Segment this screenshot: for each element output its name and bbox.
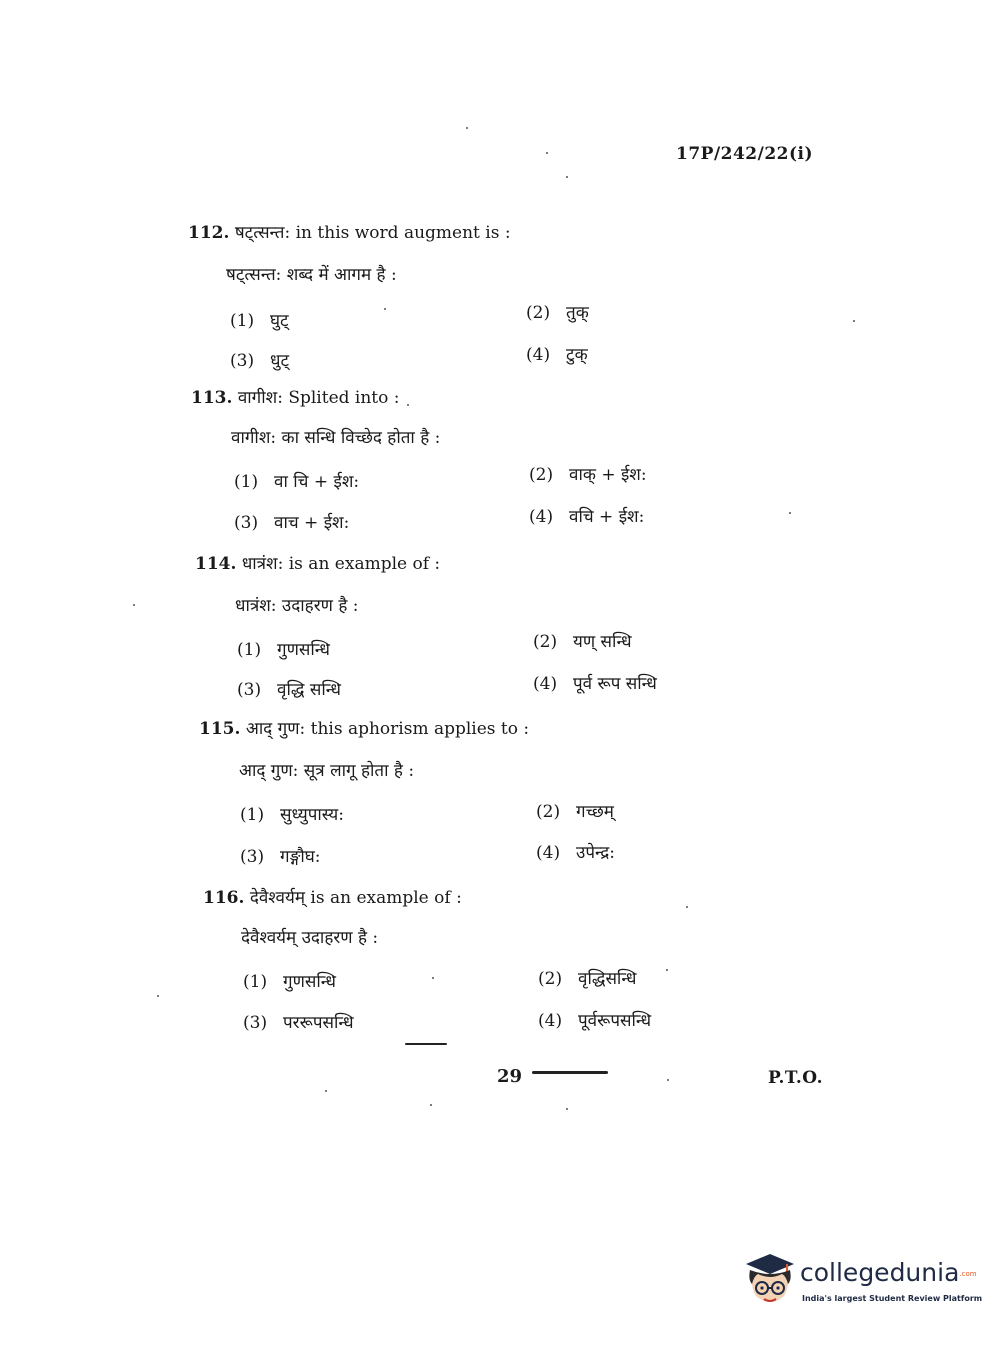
option-4: (4) पूर्वरूपसन्धि [538,1011,652,1031]
scan-speck [566,1108,568,1110]
question-number: 112. [188,223,230,243]
option-3: (3) वृद्धि सन्धि [237,680,341,700]
option-2: (2) यण् सन्धि [533,632,632,652]
scan-speck [566,176,568,178]
question-number: 114. [195,554,237,574]
scan-speck [157,995,159,997]
scan-speck [133,604,135,606]
scan-speck [325,1090,327,1092]
question-text-hindi: षट्त्सन्त: शब्द में आगम है : [226,265,397,285]
option-3: (3) वाच + ईश: [234,513,350,533]
question-text-english: धात्रंश: is an example of : [241,554,441,574]
question-text-english: षट्त्सन्त: in this word augment is : [234,223,511,243]
question-116 [203,885,903,1045]
scan-speck [667,1079,669,1081]
scan-speck [853,320,855,322]
option-2: (2) तुक् [526,303,589,323]
scan-speck [686,906,688,908]
option-2: (2) वृद्धिसन्धि [538,969,637,989]
question-number: 113. [191,388,233,408]
option-4: (4) उपेन्द्र: [536,843,615,863]
question-text-english: देवैश्वर्यम् is an example of : [249,888,462,908]
option-2: (2) वाक् + ईश: [529,465,647,485]
option-1: (1) गुणसन्धि [243,972,336,992]
question-text-english: वागीश: Splited into : [237,388,400,408]
question-text-hindi: वागीश: का सन्धि विच्छेद होता है : [231,428,441,448]
option-4: (4) वचि + ईश: [529,507,645,527]
option-3: (3) धुट् [230,351,290,371]
logo-wordmark: collegedunia [800,1258,960,1287]
option-1: (1) गुणसन्धि [237,640,330,660]
option-2: (2) गच्छम् [536,802,614,822]
question-number: 115. [199,719,241,739]
question-number: 116. [203,888,245,908]
scan-speck [546,152,548,154]
question-text-english: आद् गुण: this aphorism applies to : [245,719,530,739]
option-4: (4) टुक् [526,345,588,365]
scan-speck [789,512,791,514]
page-number: 29 [497,1066,523,1087]
question-113 [191,385,891,545]
question-114 [195,551,895,711]
option-3: (3) पररूपसन्धि [243,1013,354,1033]
paper-code: 17P/242/22(i) [676,144,814,164]
scan-speck [384,308,386,310]
scan-speck [666,969,668,971]
pto-label: P.T.O. [768,1068,823,1088]
option-4: (4) पूर्व रूप सन्धि [533,674,657,694]
question-text-hindi: देवैश्वर्यम् उदाहरण है : [241,928,379,948]
collegedunia-logo [742,1250,983,1312]
scan-speck [430,1104,432,1106]
scan-speck [407,404,409,406]
scan-speck [432,977,434,979]
question-text-hindi: धात्रंश: उदाहरण है : [235,596,359,616]
question-115 [199,716,899,876]
scan-mark [532,1071,608,1074]
option-3: (3) गङ्गौघ: [240,847,321,867]
question-112 [188,220,888,380]
scan-speck [466,127,468,129]
mascot-icon [742,1250,798,1312]
question-text-hindi: आद् गुण: सूत्र लागू होता है : [239,761,415,781]
logo-tagline: India's largest Student Review Platform [802,1294,983,1303]
option-1: (1) वा चि + ईश: [234,472,360,492]
logo-suffix: .com [959,1270,977,1278]
scan-mark [405,1043,447,1045]
option-1: (1) घुट् [230,311,289,331]
option-1: (1) सुध्युपास्य: [240,805,345,825]
